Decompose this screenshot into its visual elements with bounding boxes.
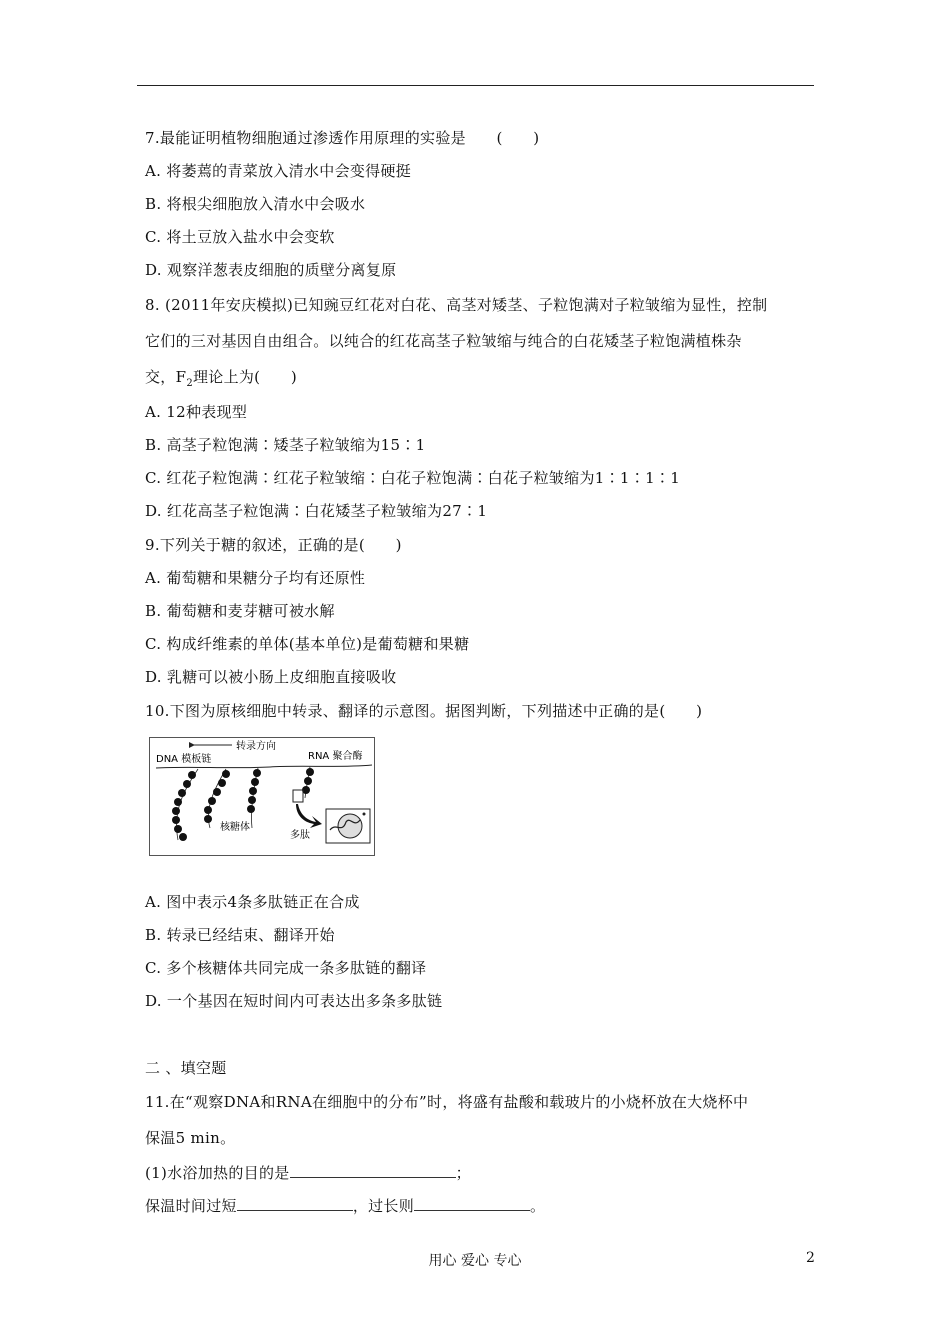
q7-option-d: D. 观察洋葱表皮细胞的质壁分离复原 [145, 261, 397, 279]
q8-stem-sub: 2 [186, 378, 193, 389]
transcription-translation-figure [149, 737, 375, 856]
q7-stem: 7.最能证明植物细胞通过渗透作用原理的实验是 ( ) [145, 129, 540, 147]
dna-strand [156, 765, 372, 768]
q10-option-d: D. 一个基因在短时间内可表达出多条多肽链 [145, 992, 443, 1010]
q8-stem-line2: 它们的三对基因自由组合。以纯合的红花高茎子粒皱缩与纯合的白花矮茎子粒饱满植株杂 [145, 332, 742, 350]
q11-sub2-mid: ，过长则 [352, 1197, 415, 1215]
q10-stem: 10.下图为原核细胞中转录、翻译的示意图。据图判断，下列描述中正确的是( ) [145, 702, 703, 720]
q10-option-b: B. 转录已经结束、翻译开始 [145, 926, 335, 944]
q9-option-a: A. 葡萄糖和果糖分子均有还原性 [145, 569, 366, 587]
q9-option-c: C. 构成纤维素的单体(基本单位)是葡萄糖和果糖 [145, 635, 470, 653]
q8-option-b: B. 高茎子粒饱满∶矮茎子粒皱缩为15∶1 [145, 436, 426, 454]
section-title: 二 、填空题 [145, 1059, 227, 1077]
q8-option-c: C. 红花子粒饱满∶红花子粒皱缩∶白花子粒饱满∶白花子粒皱缩为1∶1∶1∶1 [145, 469, 681, 487]
selection-box [293, 790, 303, 802]
q7-option-b: B. 将根尖细胞放入清水中会吸水 [145, 195, 366, 213]
q11-sub2-label: 保温时间过短 [145, 1197, 237, 1215]
rna-polymerase-label: RNA 聚合酶 [308, 751, 363, 762]
q8-stem-line3 [145, 367, 297, 394]
q8-stem-post: 理论上为( ) [192, 368, 298, 386]
q8-stem-line1: 8. (2011年安庆模拟)已知豌豆红花对白花、高茎对矮茎、子粒饱满对子粒皱缩为显性，控制 [145, 296, 768, 314]
q9-stem: 9.下列关于糖的叙述，正确的是( ) [145, 536, 402, 554]
q7-option-c: C. 将土豆放入盐水中会变软 [145, 228, 335, 246]
q11-blank-2[interactable] [237, 1196, 353, 1211]
q10-option-a: A. 图中表示4条多肽链正在合成 [145, 893, 360, 911]
q8-option-d: D. 红花高茎子粒饱满∶白花矮茎子粒皱缩为27∶1 [145, 502, 488, 520]
zoom-arrow [296, 804, 322, 828]
footer-motto: 用心 爱心 专心 [428, 1253, 522, 1269]
peptide-label: 多肽 [290, 830, 310, 841]
q11-sub2 [145, 1196, 545, 1216]
figure-svg [150, 738, 374, 855]
q8-option-a: A. 12种表现型 [145, 403, 248, 421]
ribosome-zoom-icon [338, 814, 362, 838]
q11-blank-3[interactable] [414, 1196, 530, 1211]
q8-stem-pre: 交，F [145, 368, 187, 386]
q9-option-d: D. 乳糖可以被小肠上皮细胞直接吸收 [145, 668, 397, 686]
q11-stem-line2: 保温5 min。 [145, 1129, 236, 1147]
page-number: 2 [806, 1250, 815, 1266]
q11-stem-line1: 11.在“观察DNA和RNA在细胞中的分布”时，将盛有盐酸和载玻片的小烧杯放在大烧杯中 [145, 1093, 749, 1111]
ribosome-label: 核糖体 [220, 822, 250, 833]
q11-sub1-label: (1)水浴加热的目的是 [145, 1164, 290, 1182]
direction-label: 转录方向 [236, 741, 276, 752]
q11-sub1-end: ； [455, 1164, 471, 1182]
dna-label: DNA 模板链 [156, 754, 212, 765]
header-rule [137, 85, 814, 86]
q11-sub1 [145, 1163, 471, 1183]
q11-sub2-end: 。 [530, 1197, 546, 1215]
q7-option-a: A. 将萎蔫的青菜放入清水中会变得硬挺 [145, 162, 412, 180]
q11-blank-1[interactable] [290, 1163, 456, 1178]
q9-option-b: B. 葡萄糖和麦芽糖可被水解 [145, 602, 335, 620]
q10-option-c: C. 多个核糖体共同完成一条多肽链的翻译 [145, 959, 427, 977]
